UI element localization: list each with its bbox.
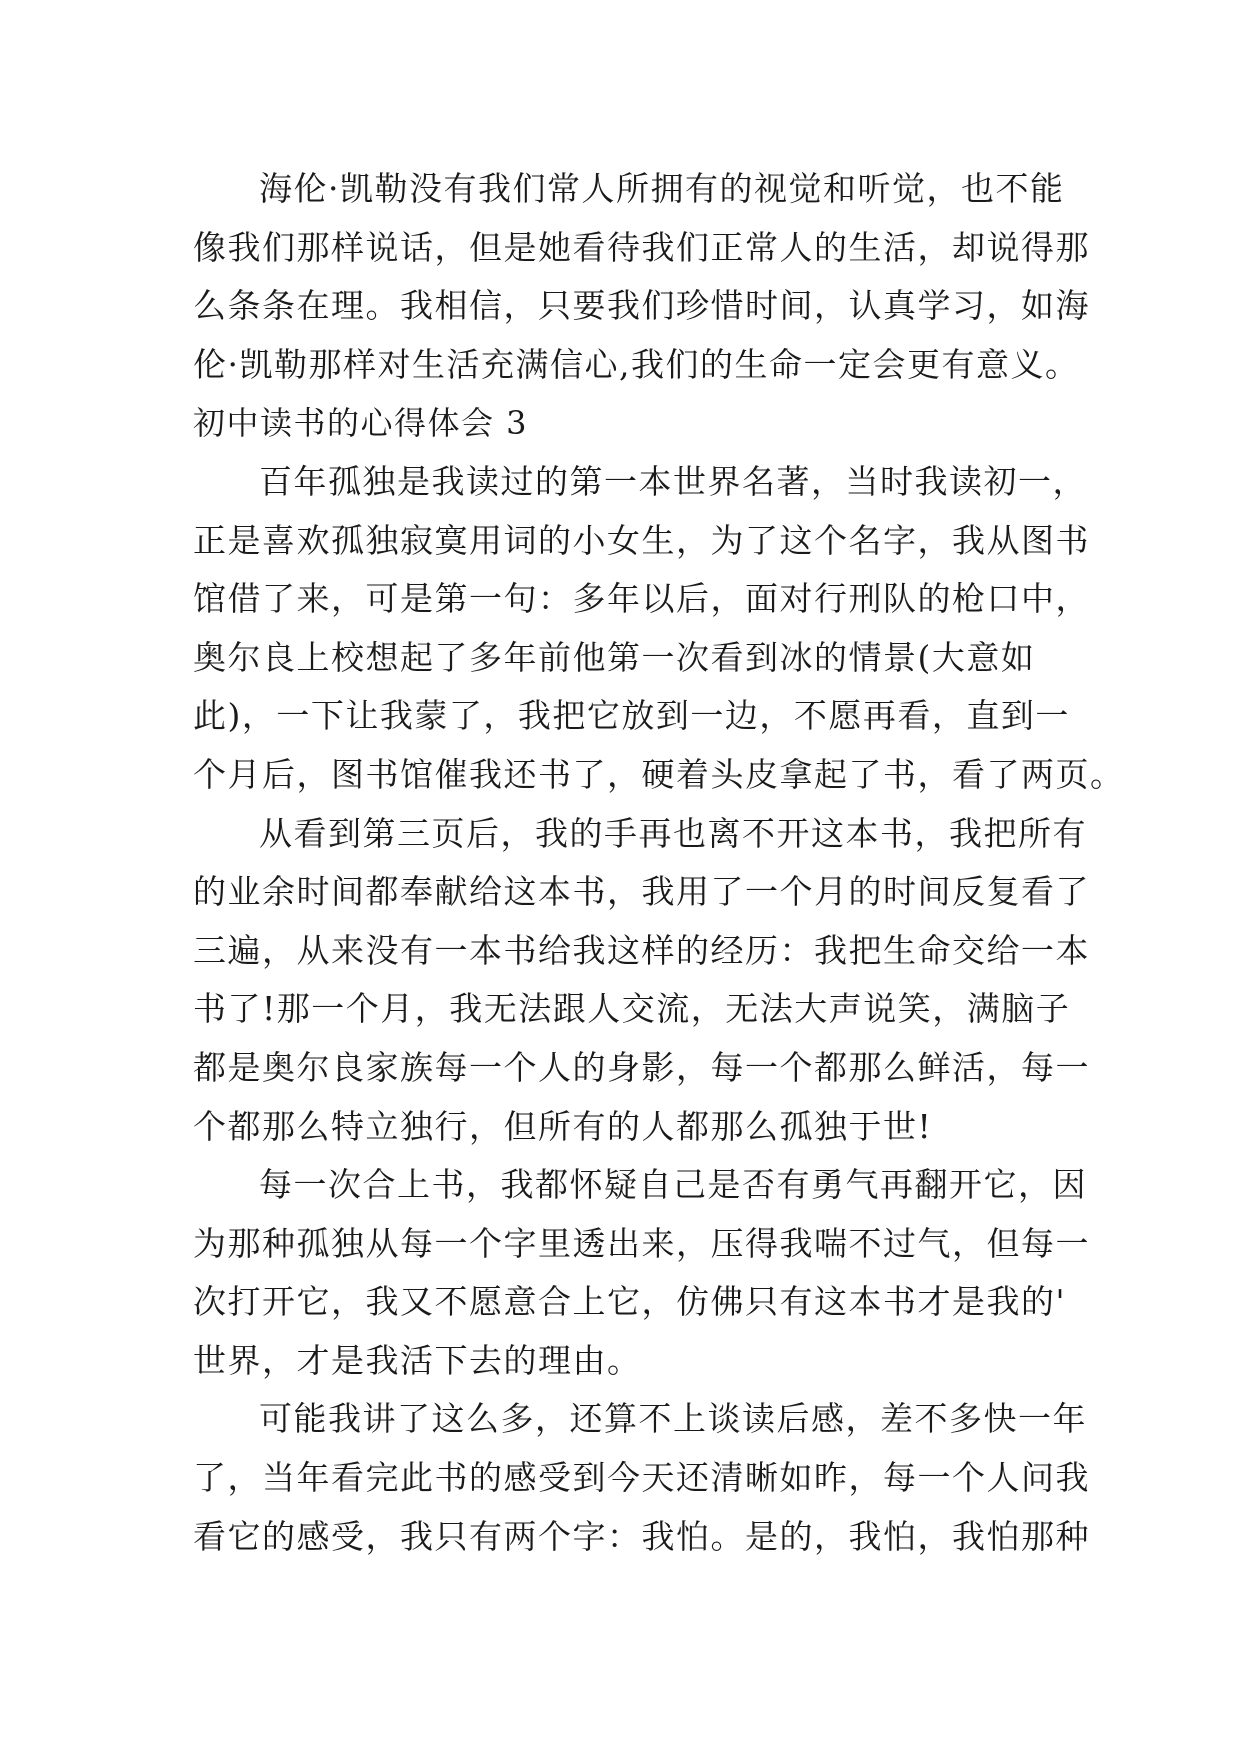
text-line: 么条条在理。我相信，只要我们珍惜时间，认真学习，如海 [193,286,1090,326]
text-line: 都是奥尔良家族每一个人的身影，每一个都那么鲜活，每一 [193,1047,1090,1087]
text-line: 奥尔良上校想起了多年前他第一次看到冰的情景(大意如 [193,637,1036,677]
text-line: 百年孤独是我读过的第一本世界名著，当时我读初一， [259,461,1087,501]
document-body [193,160,1125,1566]
text-line: 世界，才是我活下去的理由。 [193,1340,642,1380]
text-line: 像我们那样说话，但是她看待我们正常人的生活，却说得那 [193,227,1090,267]
text-line: 了，当年看完此书的感受到今天还清晰如昨，每一个人问我 [193,1458,1090,1498]
text-line: 可能我讲了这么多，还算不上谈读后感，差不多快一年 [259,1399,1087,1439]
text-line: 海伦·凯勒没有我们常人所拥有的视觉和听觉，也不能 [259,169,1065,208]
text-line: 馆借了来，可是第一句：多年以后，面对行刑队的枪口中， [193,579,1090,619]
text-line: 的业余时间都奉献给这本书，我用了一个月的时间反复看了 [193,872,1090,912]
text-line: 每一次合上书，我都怀疑自己是否有勇气再翻开它，因 [259,1165,1087,1205]
text-line: 为那种孤独从每一个字里透出来，压得我喘不过气，但每一 [193,1223,1090,1263]
text-line: 此)，一下让我蒙了，我把它放到一边，不愿再看，直到一 [193,696,1070,736]
text-line: 个月后，图书馆催我还书了，硬着头皮拿起了书，看了两页。 [193,754,1125,794]
text-line: 从看到第三页后，我的手再也离不开这本书，我把所有 [259,813,1087,853]
text-line: 三遍，从来没有一本书给我这样的经历：我把生命交给一本 [193,930,1090,970]
text-line: 看它的感受，我只有两个字：我怕。是的，我怕，我怕那种 [193,1516,1090,1556]
text-line: 次打开它，我又不愿意合上它，仿佛只有这本书才是我的' [193,1282,1067,1322]
text-line: 伦·凯勒那样对生活充满信心,我们的生命一定会更有意义。 [193,344,1080,384]
section-heading: 初中读书的心得体会 3 [193,404,529,443]
text-line: 正是喜欢孤独寂寞用词的小女生，为了这个名字，我从图书 [193,520,1090,560]
text-line: 个都那么特立独行，但所有的人都那么孤独于世! [193,1106,933,1146]
text-line: 书了!那一个月，我无法跟人交流，无法大声说笑，满脑子 [193,989,1071,1029]
